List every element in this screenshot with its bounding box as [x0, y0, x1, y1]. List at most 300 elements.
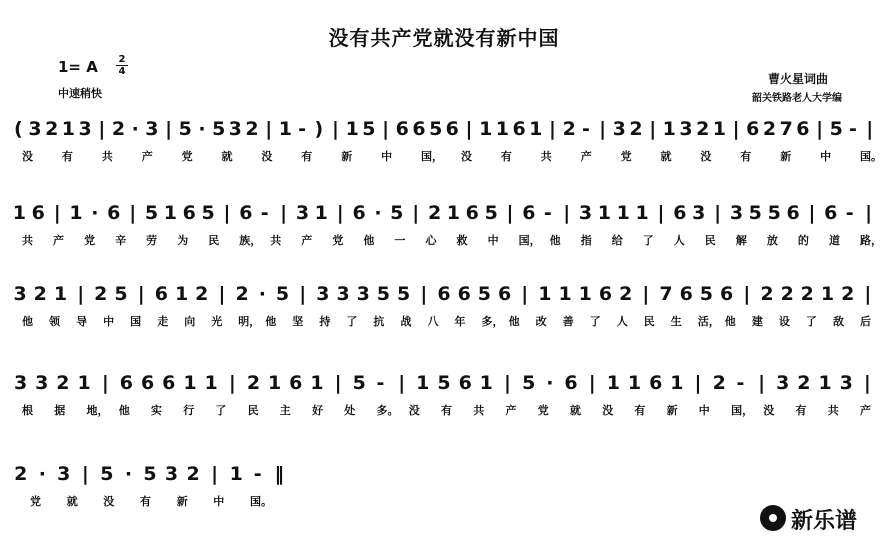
- barline: ‖: [274, 463, 284, 485]
- jianpu-note: 3: [356, 283, 370, 305]
- jianpu-note: 3: [28, 118, 42, 140]
- lyric-syllable: 战: [400, 315, 412, 328]
- jianpu-note: 1: [635, 202, 649, 224]
- jianpu-note: 6: [497, 283, 512, 305]
- lyric-syllable: 民: [247, 404, 259, 417]
- lyric-syllable: 中: [698, 404, 710, 417]
- jianpu-note: 1: [818, 372, 832, 394]
- jianpu-note: 3: [679, 118, 693, 140]
- jianpu-note: 1: [712, 118, 727, 140]
- jianpu-note: 1: [163, 202, 178, 224]
- record-disc-icon: [760, 505, 786, 531]
- barline: |: [649, 118, 657, 140]
- jianpu-note: 2: [800, 283, 814, 305]
- lyric-syllable: 人: [673, 234, 685, 247]
- lyric-syllable: 中: [487, 234, 499, 247]
- jianpu-note: 6: [564, 372, 578, 394]
- jianpu-note: ·: [124, 463, 133, 485]
- lyric-syllable: 有: [61, 150, 73, 163]
- jianpu-note: 5: [699, 283, 714, 305]
- lyric-syllable: 年: [454, 315, 466, 328]
- lyric-syllable: 国: [130, 315, 142, 328]
- barline: |: [77, 283, 85, 305]
- jianpu-note: 6: [445, 118, 459, 140]
- jianpu-note: 2: [760, 283, 774, 305]
- jianpu-note: 6: [162, 372, 176, 394]
- arranger-credit: 韶关铁路老人大学编: [752, 93, 842, 104]
- jianpu-note: 1: [77, 372, 91, 394]
- jianpu-note: 1: [479, 118, 493, 140]
- jianpu-note: 6: [289, 372, 303, 394]
- barline: |: [714, 202, 722, 224]
- composer-credit: 曹火星词曲: [768, 72, 829, 86]
- jianpu-note: 1: [183, 372, 197, 394]
- lyric-syllable: 导: [76, 315, 88, 328]
- jianpu-note: -: [845, 202, 854, 224]
- jianpu-note: 2: [45, 118, 59, 140]
- jianpu-note: 2: [111, 118, 126, 140]
- jianpu-note: 1: [495, 118, 510, 140]
- jianpu-note: 1: [53, 283, 68, 305]
- lyric-syllable: 中: [213, 495, 225, 508]
- jianpu-note: -: [253, 463, 262, 485]
- lyric-syllable: 就: [66, 495, 78, 508]
- barline: |: [563, 202, 571, 224]
- jianpu-note: 5: [201, 202, 215, 224]
- lyric-syllable: 共: [473, 404, 485, 417]
- jianpu-note: -: [736, 372, 745, 394]
- jianpu-note: 2: [696, 118, 710, 140]
- lyric-syllable: 敌: [833, 315, 844, 328]
- lyric-syllable: 了: [805, 315, 817, 328]
- jianpu-note: 1: [558, 283, 572, 305]
- lyric-syllable: 没: [602, 404, 614, 417]
- barline: |: [864, 283, 872, 305]
- jianpu-note: 5: [212, 118, 226, 140]
- lyric-syllable: 主: [279, 404, 291, 417]
- jianpu-note: ·: [374, 202, 382, 224]
- jianpu-note: 5: [275, 283, 290, 305]
- lyric-syllable: 光: [211, 315, 223, 328]
- lyric-syllable: 地，: [86, 404, 109, 417]
- lyric-syllable: 就: [569, 404, 581, 417]
- jianpu-note: 6: [786, 202, 800, 224]
- lyric-syllable: 就: [660, 150, 672, 163]
- jianpu-note: 3: [57, 463, 71, 485]
- jianpu-note: 3: [776, 372, 790, 394]
- jianpu-note: 2: [245, 118, 259, 140]
- lyric-syllable: 一: [394, 234, 406, 247]
- lyric-syllable: 明，: [238, 315, 261, 328]
- jianpu-note: 1: [616, 202, 630, 224]
- lyric-syllable: 没: [700, 150, 712, 163]
- jianpu-note: 5: [143, 463, 157, 485]
- jianpu-note: -: [849, 118, 857, 140]
- jianpu-note: 3: [228, 118, 242, 140]
- barline: |: [865, 202, 873, 224]
- barline: |: [758, 372, 766, 394]
- jianpu-note: 1: [578, 283, 592, 305]
- lyric-syllable: 有: [795, 404, 807, 417]
- watermark-text: 新乐谱: [791, 509, 858, 534]
- jianpu-note: 2: [427, 202, 442, 224]
- barline: |: [211, 463, 219, 485]
- jianpu-note: 3: [13, 372, 28, 394]
- lyric-syllable: 中: [381, 150, 393, 163]
- lyric-syllable: 指: [580, 234, 592, 247]
- lyric-syllable: 向: [184, 315, 196, 328]
- jianpu-note: 6: [457, 283, 471, 305]
- lyric-syllable: 党: [537, 404, 549, 417]
- song-title: 没有共产党就没有新中国: [328, 26, 560, 50]
- jianpu-note: 6: [512, 118, 526, 140]
- lyric-syllable: 中: [820, 150, 832, 163]
- lyric-syllable: 有: [740, 150, 752, 163]
- jianpu-note: ·: [546, 372, 554, 394]
- jianpu-note: 1: [278, 118, 293, 140]
- lyric-syllable: 实: [150, 404, 162, 417]
- lyric-syllable: 抗: [373, 315, 385, 328]
- barline: |: [549, 118, 556, 140]
- barline: |: [588, 372, 596, 394]
- lyric-syllable: 他: [549, 234, 561, 247]
- lyric-syllable: 设: [778, 315, 790, 328]
- jianpu-note: 1: [529, 118, 543, 140]
- lyric-syllable: 他: [363, 234, 375, 247]
- jianpu-note: 6: [598, 283, 613, 305]
- barline: |: [53, 202, 61, 224]
- lyric-syllable: 改: [535, 315, 547, 328]
- jianpu-note: 6: [140, 372, 155, 394]
- jianpu-note: 5: [829, 118, 843, 140]
- lyric-syllable: 多。: [376, 404, 399, 417]
- lyric-syllable: 产: [53, 234, 64, 247]
- jianpu-note: 3: [839, 372, 853, 394]
- key-signature: 1= A: [58, 58, 98, 76]
- jianpu-note: 2: [33, 283, 47, 305]
- lyric-syllable: 共: [22, 234, 33, 247]
- lyric-syllable: 党: [332, 234, 344, 247]
- lyric-syllable: 国，: [731, 404, 754, 417]
- jianpu-note: -: [260, 202, 269, 224]
- jianpu-note: ·: [38, 463, 46, 485]
- jianpu-note: 1: [820, 283, 835, 305]
- lyric-syllable: 党: [181, 150, 193, 163]
- lyric-syllable: 没: [763, 404, 775, 417]
- lyric-syllable: 他: [508, 315, 520, 328]
- lyric-syllable: 没: [103, 495, 115, 508]
- jianpu-note: 2: [629, 118, 643, 140]
- barline: |: [506, 202, 514, 224]
- jianpu-note: 2: [841, 283, 855, 305]
- lyric-syllable: 国。: [860, 150, 882, 163]
- lyric-syllable: 为: [177, 234, 189, 247]
- barline: |: [228, 372, 236, 394]
- lyric-syllable: 心: [425, 234, 437, 247]
- jianpu-note: 5: [437, 372, 451, 394]
- lyric-syllable: 道: [829, 234, 840, 247]
- jianpu-note: 1: [416, 372, 430, 394]
- barline: |: [465, 118, 473, 140]
- jianpu-note: 5: [144, 202, 159, 224]
- jianpu-note: ·: [131, 118, 139, 140]
- lyric-syllable: 有: [140, 495, 151, 508]
- jianpu-note: 3: [692, 202, 706, 224]
- barline: |: [504, 372, 511, 394]
- barline: |: [521, 283, 529, 305]
- jianpu-note: 2: [780, 283, 794, 305]
- jianpu-note: 5: [767, 202, 781, 224]
- lyric-syllable: 给: [611, 234, 623, 247]
- jianpu-note: 2: [186, 463, 200, 485]
- jianpu-note: 3: [78, 118, 92, 140]
- time-signature-top: 2: [118, 54, 126, 65]
- lyric-syllable: 新: [666, 404, 678, 417]
- jianpu-note: 1: [61, 118, 76, 140]
- jianpu-note: 5: [429, 118, 443, 140]
- jianpu-note: 6: [719, 283, 734, 305]
- lyric-syllable: 了: [589, 315, 601, 328]
- jianpu-note: 6: [412, 118, 426, 140]
- lyric-syllable: 后: [860, 315, 871, 328]
- lyric-syllable: 持: [319, 315, 331, 328]
- jianpu-note: 1: [345, 118, 359, 140]
- jianpu-note: (: [13, 118, 23, 140]
- barline: |: [101, 372, 109, 394]
- jianpu-note: 7: [659, 283, 673, 305]
- lyric-syllable: 人: [616, 315, 628, 328]
- lyric-syllable: 共: [270, 234, 282, 247]
- jianpu-note: 6: [182, 202, 196, 224]
- jianpu-note: 1: [267, 372, 282, 394]
- lyric-syllable: 新: [176, 495, 188, 508]
- jianpu-note: 6: [352, 202, 366, 224]
- tempo-marking: 中速稍快: [58, 87, 102, 100]
- jianpu-note: 6: [154, 283, 169, 305]
- jianpu-note: 1: [479, 372, 493, 394]
- barline: |: [137, 283, 145, 305]
- lyric-syllable: 走: [157, 315, 169, 328]
- jianpu-note: 1: [662, 118, 676, 140]
- jianpu-note: 6: [107, 202, 121, 224]
- lyric-syllable: 产: [141, 150, 153, 163]
- jianpu-note: 2: [246, 372, 261, 394]
- lyric-syllable: 建: [751, 315, 763, 328]
- jianpu-note: 2: [195, 283, 209, 305]
- lyric-syllable: 没: [261, 150, 273, 163]
- watermark-logo: [760, 502, 882, 536]
- barline: |: [816, 118, 824, 140]
- jianpu-note: 1: [310, 372, 324, 394]
- lyric-syllable: 路，: [860, 234, 882, 247]
- jianpu-note: ·: [91, 202, 99, 224]
- jianpu-note: 3: [13, 283, 27, 305]
- lyric-syllable: 有: [634, 404, 646, 417]
- lyric-syllable: 据: [54, 404, 66, 417]
- jianpu-note: 3: [612, 118, 626, 140]
- jianpu-note: 5: [362, 118, 376, 140]
- jianpu-note: ): [314, 118, 324, 140]
- jianpu-note: 6: [239, 202, 253, 224]
- jianpu-note: 2: [235, 283, 249, 305]
- lyric-syllable: 民: [643, 315, 655, 328]
- jianpu-note: 6: [746, 118, 760, 140]
- lyric-syllable: 没: [22, 150, 33, 163]
- jianpu-note: 5: [376, 283, 391, 305]
- lyric-syllable: 党: [620, 150, 632, 163]
- lyric-syllable: 新: [341, 150, 353, 163]
- barline: |: [218, 283, 226, 305]
- lyric-syllable: 党: [30, 495, 41, 508]
- lyric-syllable: 处: [344, 404, 356, 417]
- barline: |: [412, 202, 420, 224]
- lyric-syllable: 了: [346, 315, 358, 328]
- lyric-syllable: 了: [642, 234, 654, 247]
- lyric-syllable: 族，: [239, 234, 262, 247]
- jianpu-note: 3: [729, 202, 744, 224]
- lyric-syllable: 没: [461, 150, 472, 163]
- lyric-syllable: 领: [49, 315, 60, 328]
- lyric-syllable: 产: [580, 150, 592, 163]
- jianpu-note: 5: [178, 118, 192, 140]
- lyric-syllable: 了: [215, 404, 227, 417]
- jianpu-note: 5: [100, 463, 114, 485]
- lyric-syllable: 善: [562, 315, 574, 328]
- lyric-syllable: 国。: [250, 495, 272, 508]
- jianpu-note: 1: [670, 372, 684, 394]
- jianpu-note: ·: [258, 283, 266, 305]
- lyric-syllable: 劳: [146, 234, 158, 247]
- jianpu-note: 1: [606, 372, 621, 394]
- lyric-syllable: 国，: [421, 150, 443, 163]
- lyric-syllable: 救: [456, 234, 468, 247]
- barline: |: [694, 372, 702, 394]
- jianpu-note: 2: [14, 463, 28, 485]
- jianpu-note: 6: [796, 118, 810, 140]
- jianpu-note: 5: [396, 283, 411, 305]
- jianpu-note: 3: [35, 372, 49, 394]
- jianpu-note: 3: [336, 283, 350, 305]
- jianpu-note: 6: [31, 202, 45, 224]
- lyric-syllable: 民: [208, 234, 220, 247]
- jianpu-note: 1: [314, 202, 328, 224]
- lyric-syllable: 他: [118, 404, 130, 417]
- jianpu-note: 1: [174, 283, 189, 305]
- lyric-syllable: 辛: [115, 234, 127, 247]
- lyric-syllable: 有: [441, 404, 452, 417]
- barline: |: [265, 118, 273, 140]
- jianpu-note: 1: [204, 372, 218, 394]
- jianpu-note: 2: [619, 283, 633, 305]
- jianpu-note: 6: [522, 202, 536, 224]
- jianpu-note: 1: [627, 372, 642, 394]
- lyric-syllable: 放: [766, 234, 778, 247]
- barline: |: [599, 118, 607, 140]
- jianpu-note: 6: [679, 283, 693, 305]
- lyric-syllable: 有: [500, 150, 512, 163]
- barline: |: [98, 118, 106, 140]
- barline: |: [398, 372, 406, 394]
- jianpu-note: 2: [797, 372, 811, 394]
- jianpu-note: 2: [562, 118, 576, 140]
- jianpu-note: 5: [748, 202, 762, 224]
- jianpu-note: 5: [522, 372, 536, 394]
- lyric-syllable: 民: [704, 234, 716, 247]
- jianpu-note: 3: [578, 202, 593, 224]
- lyric-syllable: 根: [22, 404, 33, 417]
- lyric-syllable: 共: [827, 404, 839, 417]
- barline: |: [336, 202, 344, 224]
- lyric-syllable: 解: [735, 234, 747, 247]
- jianpu-note: -: [581, 118, 590, 140]
- lyric-syllable: 国，: [518, 234, 541, 247]
- lyric-syllable: 生: [670, 315, 682, 328]
- jianpu-note: 7: [779, 118, 793, 140]
- barline: |: [657, 202, 665, 224]
- barline: |: [332, 118, 339, 140]
- lyric-syllable: 新: [780, 150, 792, 163]
- jianpu-note: 5: [477, 283, 492, 305]
- jianpu-note: 6: [673, 202, 687, 224]
- barline: |: [420, 283, 428, 305]
- barline: |: [866, 118, 874, 140]
- lyric-syllable: 共: [540, 150, 552, 163]
- lyric-syllable: 共: [101, 150, 113, 163]
- barline: |: [863, 372, 871, 394]
- barline: |: [299, 283, 307, 305]
- lyric-syllable: 党: [84, 234, 96, 247]
- lyric-syllable: 有: [301, 150, 313, 163]
- jianpu-note: 1: [69, 202, 83, 224]
- lyric-syllable: 的: [797, 234, 809, 247]
- lyric-syllable: 他: [265, 315, 277, 328]
- lyric-syllable: 产: [505, 404, 517, 417]
- jianpu-note: 5: [484, 202, 498, 224]
- jianpu-note: 6: [824, 202, 838, 224]
- barline: |: [808, 202, 816, 224]
- lyric-syllable: 中: [103, 315, 115, 328]
- jianpu-note: 2: [762, 118, 777, 140]
- lyric-syllable: 坚: [292, 315, 304, 328]
- time-signature-bottom: 4: [118, 66, 126, 77]
- lyric-syllable: 产: [860, 404, 871, 417]
- jianpu-note: 3: [316, 283, 330, 305]
- jianpu-note: 3: [164, 463, 179, 485]
- lyric-syllable: 就: [221, 150, 233, 163]
- barline: |: [129, 202, 137, 224]
- lyric-syllable: 没: [408, 404, 420, 417]
- lyric-syllable: 八: [427, 315, 439, 328]
- jianpu-note: 3: [295, 202, 310, 224]
- jianpu-note: 6: [649, 372, 663, 394]
- jianpu-note: -: [376, 372, 385, 394]
- jianpu-note: 1: [446, 202, 461, 224]
- jianpu-note: 6: [465, 202, 479, 224]
- barline: |: [743, 283, 751, 305]
- jianpu-note: 3: [145, 118, 159, 140]
- barline: |: [280, 202, 288, 224]
- jianpu-note: 6: [119, 372, 134, 394]
- lyric-syllable: 多，: [481, 315, 504, 328]
- barline: |: [642, 283, 650, 305]
- jianpu-note: 1: [12, 202, 27, 224]
- jianpu-note: -: [543, 202, 552, 224]
- jianpu-note: 6: [458, 372, 472, 394]
- barline: |: [223, 202, 231, 224]
- barline: |: [382, 118, 390, 140]
- barline: |: [165, 118, 173, 140]
- lyric-syllable: 他: [22, 315, 33, 328]
